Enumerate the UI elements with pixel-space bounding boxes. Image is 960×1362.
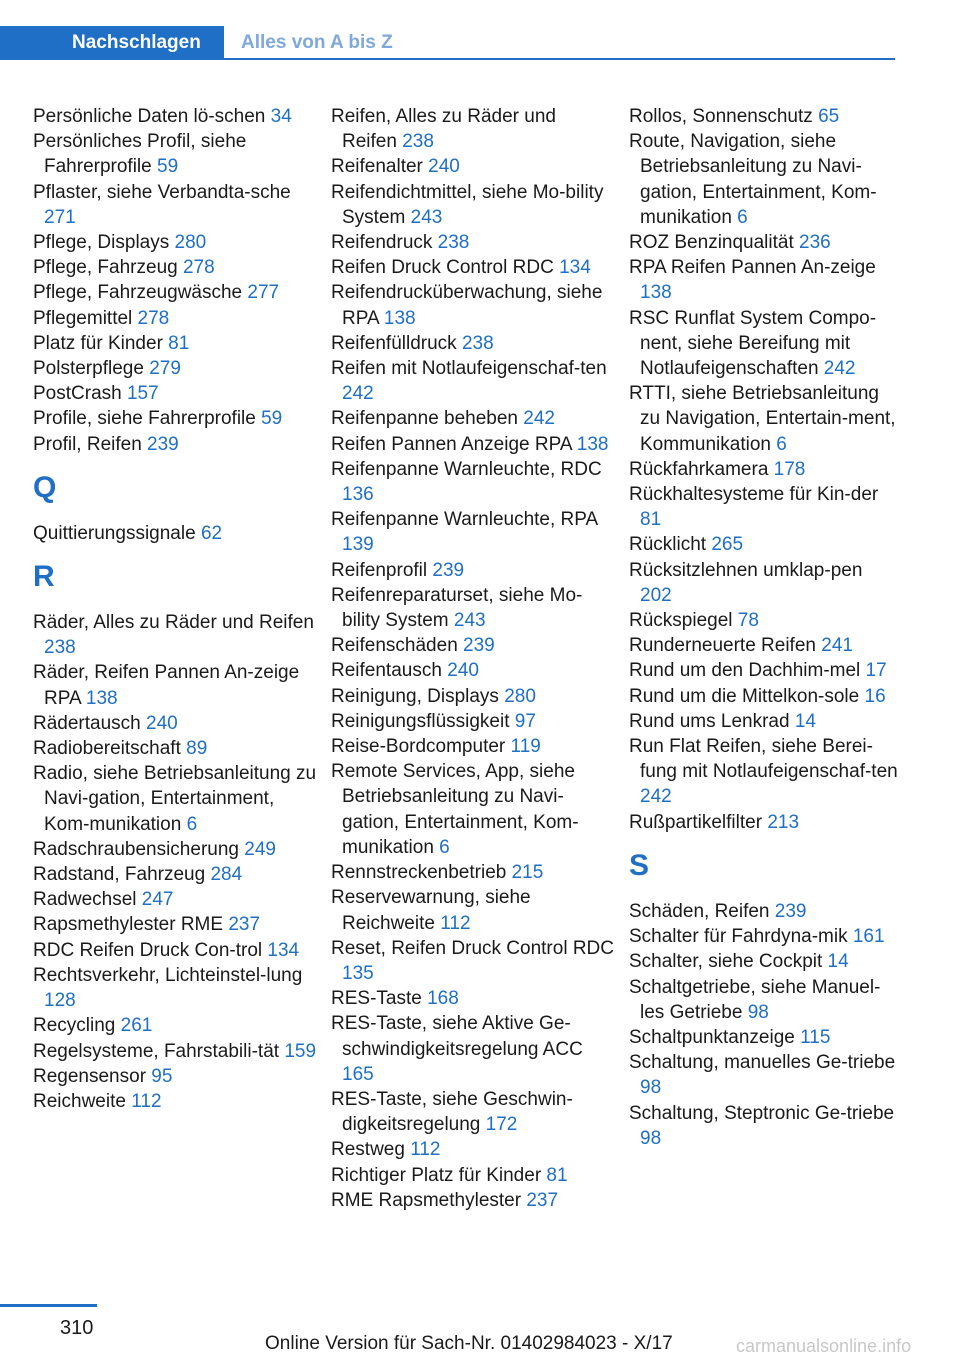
index-entry [33, 610, 318, 660]
index-entry [33, 660, 318, 710]
index-entry [33, 521, 318, 546]
index-entry-page-link[interactable]: 65 [818, 106, 840, 127]
index-entry-term: Rädertausch [33, 712, 147, 734]
index-entry-page-link[interactable]: 6 [776, 433, 787, 455]
index-entry-page-link[interactable]: 34 [270, 106, 292, 127]
index-entry-term: RDC Reifen Druck Con-trol [33, 939, 268, 961]
index-entry-page-link[interactable]: 14 [827, 951, 849, 973]
index-entry-page-link[interactable]: 89 [186, 738, 208, 760]
index-entry [629, 658, 899, 683]
index-entry [331, 255, 616, 280]
index-entry-page-link[interactable]: 157 [126, 383, 159, 405]
index-entry-term: Schaltgetriebe, siehe Manuel-les Getriebe [629, 976, 881, 1023]
index-entry [331, 583, 616, 633]
index-entry-term: RME Rapsmethylester [331, 1189, 527, 1211]
index-entry-page-link[interactable]: 247 [141, 889, 174, 911]
index-entry-page-link[interactable]: 59 [261, 408, 283, 430]
index-entry [331, 759, 616, 860]
index-entry-term: Recycling [33, 1015, 121, 1037]
index-entry-term: Rechtsverkehr, Lichteinstel-lung [33, 964, 303, 986]
index-entry-page-link[interactable]: 59 [157, 156, 179, 178]
index-entry [33, 280, 318, 305]
footer-rule [0, 1304, 97, 1307]
index-entry-page-link[interactable]: 98 [747, 1001, 769, 1023]
index-entry [629, 532, 899, 557]
index-entry-page-link[interactable]: 239 [432, 559, 465, 581]
index-entry-term: Reifendrucküberwachung, siehe RPA [331, 282, 603, 329]
index-entry-page-link[interactable]: 128 [44, 990, 76, 1012]
index-entry-page-link[interactable]: 215 [511, 862, 544, 884]
index-entry-page-link[interactable]: 138 [85, 687, 118, 709]
index-entry-page-link[interactable]: 239 [147, 433, 179, 455]
index-entry [331, 1188, 616, 1213]
index-entry-term: RES-Taste, siehe Aktive Ge-schwindigkeitsregelung ACC [331, 1013, 583, 1060]
index-entry-page-link[interactable]: 239 [774, 900, 807, 922]
index-entry-term: Schäden, Reifen [629, 900, 775, 922]
index-entry-term: Reifenpanne Warnleuchte, RDC [331, 458, 602, 480]
index-entry-page-link[interactable]: 138 [383, 307, 416, 329]
index-entry [33, 1089, 318, 1114]
index-entry-term: Platz für Kinder [33, 332, 169, 354]
index-entry-term: Reifenfülldruck [331, 332, 462, 354]
index-entry-term: Reifenpanne Warnleuchte, RPA [331, 509, 598, 531]
index-entry [33, 711, 318, 736]
index-entry [331, 860, 616, 885]
index-entry-page-link[interactable]: 249 [244, 838, 276, 860]
index-entry-page-link[interactable]: 6 [737, 206, 748, 228]
index-entry-page-link[interactable]: 280 [504, 685, 536, 707]
index-entry-page-link[interactable]: 277 [247, 282, 280, 304]
index-entry-term: Run Flat Reifen, siehe Berei-fung mit Notlaufeigenschaf-ten [629, 736, 898, 783]
index-entry-page-link[interactable]: 119 [510, 736, 541, 758]
index-entry [629, 255, 899, 305]
index-entry-term: Reifen Druck Control RDC [331, 257, 560, 279]
index-entry [331, 1163, 616, 1188]
index-entry-page-link[interactable]: 280 [174, 232, 207, 254]
index-entry-term: Rückhaltesysteme für Kin-der [629, 484, 879, 506]
index-entry [33, 837, 318, 862]
index-entry-page-link[interactable]: 136 [342, 484, 374, 506]
index-entry-term: Reifendichtmittel, siehe Mo-bility System [331, 181, 604, 228]
index-entry-page-link[interactable]: 242 [342, 383, 374, 405]
index-entry-page-link[interactable]: 243 [410, 206, 443, 228]
watermark: carmanualsonline.info [736, 1336, 912, 1356]
index-entry [33, 331, 318, 356]
index-entry [331, 104, 616, 154]
index-entry-page-link[interactable]: 81 [640, 509, 662, 531]
index-column-1 [33, 104, 318, 1114]
index-entry [33, 129, 318, 179]
index-entry [331, 986, 616, 1011]
index-entry [331, 885, 616, 935]
index-entry-page-link[interactable]: 78 [737, 610, 759, 632]
index-entry-term: Rückfahrkamera [629, 458, 774, 480]
index-entry-term: Schalter, siehe Cockpit [629, 951, 828, 973]
index-entry-term: Reset, Reifen Druck Control RDC [331, 937, 614, 959]
index-entry-term: Radio, siehe Betriebsanleitung zu Navi-gation, Entertainment, Kom-munikation [33, 763, 317, 835]
index-entry-term: Reifen mit Notlaufeigenschaf-ten [331, 358, 607, 380]
index-entry [33, 912, 318, 937]
index-entry-term: Rückspiegel [629, 610, 738, 632]
index-entry-term: Reichweite [33, 1090, 132, 1112]
index-entry-page-link[interactable]: 161 [852, 926, 885, 948]
index-entry [33, 1013, 318, 1038]
index-entry-term: Radschraubensicherung [33, 838, 245, 860]
index-entry-term: Pflege, Displays [33, 232, 175, 254]
index-letter-heading: S [629, 848, 650, 882]
index-entry-term: Reise-Bordcomputer [331, 736, 511, 758]
index-entry [33, 938, 318, 963]
index-entry [33, 356, 318, 381]
index-entry-term: Polsterpflege [33, 358, 150, 380]
index-entry-term: Runderneuerte Reifen [629, 635, 822, 657]
index-entry-page-link[interactable]: 112 [410, 1139, 441, 1161]
index-entry [331, 684, 616, 709]
index-letter-heading: R [33, 560, 55, 594]
index-entry-term: Pflaster, siehe Verbandta-sche [33, 181, 291, 203]
index-entry-term: Radiobereitschaft [33, 738, 187, 760]
index-entry [629, 684, 899, 709]
index-entry-page-link[interactable]: 213 [767, 811, 800, 833]
index-entry [629, 1050, 899, 1100]
header-rule [224, 58, 895, 60]
index-entry-term: ROZ Benzinqualität [629, 232, 800, 254]
index-entry-page-link[interactable]: 278 [182, 257, 215, 279]
index-entry [629, 949, 899, 974]
index-entry [629, 1101, 899, 1151]
index-entry [331, 1011, 616, 1087]
index-entry-page-link[interactable]: 271 [44, 206, 76, 228]
index-entry-page-link[interactable]: 6 [186, 813, 198, 835]
index-entry [33, 180, 318, 230]
index-entry-term: Radwechsel [33, 889, 142, 911]
index-entry-term: Reifenschäden [331, 635, 464, 657]
index-entry [33, 306, 318, 331]
index-entry-term: RPA Reifen Pannen An-zeige [629, 257, 876, 279]
index-entry [331, 558, 616, 583]
index-entry [331, 658, 616, 683]
section-tab-nachschlagen[interactable]: Nachschlagen [0, 26, 224, 60]
index-entry-term: Rennstreckenbetrieb [331, 862, 512, 884]
index-entry-term: Schaltung, Steptronic Ge-triebe [629, 1102, 895, 1124]
index-entry [629, 709, 899, 734]
index-entry-term: Reifenprofil [331, 559, 433, 581]
index-entry-term: Reservewarnung, siehe Reichweite [331, 887, 531, 934]
index-entry-term: RES-Taste, siehe Geschwin-digkeitsregelung [331, 1088, 573, 1136]
index-entry [331, 406, 616, 431]
index-entry [33, 862, 318, 887]
index-entry-term: Pflege, Fahrzeugwäsche [33, 282, 248, 304]
index-entry-page-link[interactable]: 115 [800, 1026, 831, 1048]
index-entry-term: Rapsmethylester RME [33, 914, 229, 936]
index-entry-page-link[interactable]: 112 [131, 1090, 162, 1112]
index-entry-page-link[interactable]: 242 [640, 786, 672, 808]
index-entry-term: Quittierungssignale [33, 522, 201, 544]
index-entry [331, 356, 616, 406]
index-entry-term: Regelsysteme, Fahrstabili-tät [33, 1040, 285, 1062]
index-entry-term: RTTI, siehe Betriebsanleitung zu Navigation, Entertain-ment, Kommunikation [629, 383, 896, 455]
index-entry-term: Richtiger Platz für Kinder [331, 1164, 547, 1186]
online-version-note: Online Version für Sach-Nr. 01402984023 - X/17 [265, 1333, 673, 1354]
index-entry-page-link[interactable]: 239 [463, 635, 495, 657]
index-entry [629, 1025, 899, 1050]
index-entry-page-link[interactable]: 81 [168, 332, 190, 354]
index-entry-term: Reifentausch [331, 660, 448, 682]
index-entry [331, 633, 616, 658]
index-entry-page-link[interactable]: 240 [428, 156, 460, 178]
index-entry [33, 736, 318, 761]
index-entry-page-link[interactable]: 138 [576, 433, 609, 455]
index-entry-page-link[interactable]: 17 [865, 660, 887, 682]
index-entry-term: Reifenreparaturset, siehe Mo-bility System [331, 584, 583, 632]
index-entry-term: Reinigungsflüssigkeit [331, 710, 515, 732]
index-entry [331, 280, 616, 330]
index-entry [629, 482, 899, 532]
index-entry-term: Rücksitzlehnen umklap-pen [629, 559, 863, 581]
index-entry-term: Pflege, Fahrzeug [33, 257, 183, 279]
index-entry-page-link[interactable]: 14 [794, 710, 816, 732]
index-entry [331, 457, 616, 507]
index-entry [33, 887, 318, 912]
index-entry [629, 899, 899, 924]
index-entry-page-link[interactable]: 237 [526, 1189, 559, 1211]
index-entry-page-link[interactable]: 81 [546, 1164, 568, 1186]
index-entry-page-link[interactable]: 265 [711, 534, 744, 556]
index-entry-term: Schalter für Fahrdyna-mik [629, 926, 853, 948]
index-column-2 [331, 104, 616, 1213]
index-entry-page-link[interactable]: 98 [640, 1077, 662, 1099]
index-entry-page-link[interactable]: 238 [437, 232, 470, 254]
index-entry-page-link[interactable]: 16 [864, 685, 886, 707]
index-entry-term: Rund um die Mittelkon-sole [629, 685, 865, 707]
index-entry [331, 180, 616, 230]
index-entry [331, 709, 616, 734]
index-entry-term: PostCrash [33, 383, 127, 405]
index-entry-page-link[interactable]: 238 [461, 332, 494, 354]
index-entry-term: Reinigung, Displays [331, 685, 505, 707]
index-entry-term: Pflegemittel [33, 307, 138, 329]
index-entry-page-link[interactable]: 241 [821, 635, 853, 657]
index-entry [33, 761, 318, 837]
index-entry [629, 457, 899, 482]
index-entry-term: Restweg [331, 1139, 411, 1161]
index-entry-page-link[interactable]: 178 [773, 458, 806, 480]
index-letter-heading: Q [33, 470, 57, 504]
index-entry-page-link[interactable]: 139 [342, 534, 374, 556]
index-entry [629, 633, 899, 658]
index-entry-page-link[interactable]: 236 [799, 232, 831, 254]
index-entry [629, 975, 899, 1025]
index-entry-term: RES-Taste [331, 988, 428, 1010]
index-entry-term: Räder, Reifen Pannen An-zeige RPA [33, 662, 300, 709]
index-entry [331, 331, 616, 356]
index-entry-page-link[interactable]: 135 [342, 962, 374, 984]
index-entry [331, 230, 616, 255]
index-entry [331, 154, 616, 179]
index-entry-page-link[interactable]: 134 [267, 939, 300, 961]
index-entry-page-link[interactable]: 261 [120, 1015, 153, 1037]
index-entry [33, 1064, 318, 1089]
index-entry-term: Profil, Reifen [33, 433, 148, 455]
index-entry [331, 936, 616, 986]
index-entry-term: Rund ums Lenkrad [629, 710, 795, 732]
index-entry-page-link[interactable]: 95 [151, 1065, 173, 1087]
index-entry-page-link[interactable]: 240 [146, 712, 178, 734]
index-entry [33, 381, 318, 406]
index-entry-term: Persönliche Daten lö-schen [33, 106, 271, 127]
index-entry-page-link[interactable]: 242 [523, 408, 555, 430]
index-entry [331, 507, 616, 557]
index-entry-page-link[interactable]: 168 [427, 988, 459, 1010]
index-entry-page-link[interactable]: 97 [514, 710, 536, 732]
index-entry-page-link[interactable]: 62 [200, 522, 223, 544]
index-entry-term: Schaltpunktanzeige [629, 1026, 801, 1048]
index-entry-term: Reifenalter [331, 156, 429, 178]
index-entry [331, 432, 616, 457]
index-entry-page-link[interactable]: 159 [284, 1040, 317, 1062]
index-entry-term: Reifen Pannen Anzeige RPA [331, 433, 577, 455]
index-entry [629, 129, 899, 230]
index-entry-page-link[interactable]: 242 [823, 358, 856, 380]
index-entry-term: Route, Navigation, siehe Betriebsanleitung zu Navi-gation, Entertainment, Kom-munikation [629, 131, 877, 228]
index-entry [33, 406, 318, 431]
index-entry [33, 1039, 318, 1064]
index-entry [629, 810, 899, 835]
index-entry-term: Rußpartikelfilter [629, 811, 768, 833]
index-entry [629, 381, 899, 457]
index-entry-term: Reifenpanne beheben [331, 408, 524, 430]
index-entry-term: Persönliches Profil, siehe Fahrerprofile [33, 131, 247, 178]
index-entry-term: Rund um den Dachhim-mel [629, 660, 866, 682]
index-column-3 [629, 104, 899, 1151]
index-entry [331, 1087, 616, 1137]
index-entry-page-link[interactable]: 238 [44, 637, 76, 659]
index-entry [629, 230, 899, 255]
section-tab-alles-von-a-bis-z[interactable]: Alles von A bis Z [241, 32, 393, 53]
index-entry-page-link[interactable]: 202 [640, 584, 672, 606]
index-entry [629, 306, 899, 382]
index-entry-term: Rollos, Sonnenschutz [629, 106, 819, 127]
index-entry-page-link[interactable]: 98 [640, 1127, 662, 1149]
index-entry-page-link[interactable]: 240 [447, 660, 479, 682]
index-entry-page-link[interactable]: 134 [559, 257, 591, 279]
page-header [0, 26, 895, 62]
index-entry-term: Räder, Alles zu Räder und Reifen [33, 612, 314, 634]
index-entry-term: Schaltung, manuelles Ge-triebe [629, 1052, 896, 1074]
index-entry-term: RSC Runflat System Compo-nent, siehe Bereifung mit Notlaufeigenschaften [629, 307, 877, 380]
index-entry-term: Rücklicht [629, 534, 712, 556]
page-number: 310 [60, 1317, 94, 1339]
index-entry [33, 432, 318, 457]
index-entry [33, 255, 318, 280]
index-entry-page-link[interactable]: 237 [228, 914, 261, 936]
index-entry [629, 734, 899, 810]
index-entry-page-link[interactable]: 279 [149, 358, 181, 380]
index-entry-page-link[interactable]: 284 [210, 864, 243, 886]
index-entry-term: Profile, siehe Fahrerprofile [33, 408, 262, 430]
index-entry [629, 608, 899, 633]
index-entry [629, 558, 899, 608]
index-entry-page-link[interactable]: 6 [439, 836, 450, 858]
index-entry-term: Radstand, Fahrzeug [33, 864, 211, 886]
index-entry-page-link[interactable]: 165 [342, 1063, 374, 1085]
index-entry-term: Regensensor [33, 1065, 152, 1087]
index-entry [331, 1137, 616, 1162]
index-entry-term: Reifendruck [331, 232, 438, 254]
index-entry [33, 230, 318, 255]
index-entry-page-link[interactable]: 112 [440, 912, 471, 934]
index-entry [331, 734, 616, 759]
index-entry-page-link[interactable]: 243 [453, 610, 486, 632]
index-entry-page-link[interactable]: 278 [137, 307, 170, 329]
index-entry [629, 924, 899, 949]
index-entry-page-link[interactable]: 172 [485, 1114, 518, 1136]
index-entry [33, 963, 318, 1013]
index-entry [33, 104, 318, 129]
index-entry-page-link[interactable]: 138 [640, 282, 672, 304]
index-entry-page-link[interactable]: 238 [402, 131, 434, 153]
index-entry-term: Reifen, Alles zu Räder und Reifen [331, 106, 556, 153]
index-entry-term: Remote Services, App, siehe Betriebsanleitung zu Navi-gation, Entertainment, Kom-munikation [331, 761, 579, 858]
index-entry [629, 104, 899, 129]
